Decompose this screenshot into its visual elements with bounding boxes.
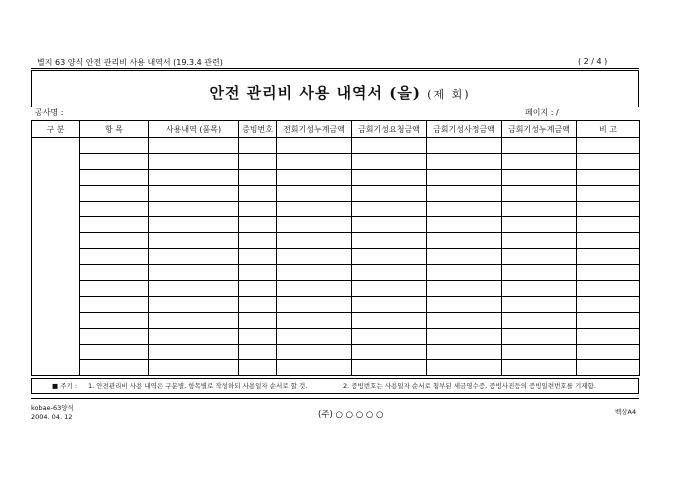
table-cell	[149, 312, 239, 328]
table-cell	[239, 296, 277, 312]
table-cell	[149, 153, 239, 169]
form-date: 2004. 04. 12	[31, 413, 73, 421]
table-cell	[277, 360, 352, 376]
table-row	[32, 233, 640, 249]
table-cell	[502, 312, 577, 328]
table-cell	[427, 185, 502, 201]
table-cell	[80, 138, 149, 154]
table-cell	[239, 217, 277, 233]
notes-box	[31, 378, 639, 394]
table-row	[32, 328, 640, 344]
table-cell	[502, 201, 577, 217]
table-cell	[577, 153, 640, 169]
table-cell	[277, 169, 352, 185]
note-item-1: 1. 안전관리비 사용 내역은 구분별, 항목별로 작성하되 사용일자 순서로 할 것.	[88, 382, 308, 390]
company-name: (주) ○ ○ ○ ○ ○	[318, 410, 384, 420]
table-cell	[577, 312, 640, 328]
top-rule	[31, 68, 639, 69]
table-cell	[80, 344, 149, 360]
table-cell	[427, 281, 502, 297]
table-cell	[277, 296, 352, 312]
table-row	[32, 360, 640, 376]
table-cell	[239, 233, 277, 249]
table-cell	[577, 249, 640, 265]
table-cell	[427, 265, 502, 281]
table-cell	[239, 138, 277, 154]
table-cell	[277, 249, 352, 265]
col-request: 금회기성요청금액	[352, 121, 427, 138]
table-cell	[149, 344, 239, 360]
table-cell	[239, 169, 277, 185]
table-cell	[352, 185, 427, 201]
table-row	[32, 169, 640, 185]
table-cell	[352, 233, 427, 249]
title-main: 안전 관리비 사용 내역서 (을)	[209, 84, 421, 102]
title-suffix: (제 회)	[427, 88, 471, 101]
table-cell	[239, 153, 277, 169]
table-cell	[80, 312, 149, 328]
table-cell	[352, 201, 427, 217]
table-cell	[427, 233, 502, 249]
col-category: 구 분	[32, 121, 80, 138]
table-cell	[577, 360, 640, 376]
table-cell	[80, 296, 149, 312]
table-cell	[277, 312, 352, 328]
table-cell	[277, 328, 352, 344]
table-cell	[427, 138, 502, 154]
table-cell	[502, 344, 577, 360]
table-cell	[80, 185, 149, 201]
table-cell	[502, 281, 577, 297]
table-row	[32, 217, 640, 233]
table-cell	[577, 281, 640, 297]
table-row	[32, 138, 640, 154]
table-cell	[80, 201, 149, 217]
table-cell	[149, 169, 239, 185]
table-cell	[427, 249, 502, 265]
table-cell	[427, 201, 502, 217]
table-cell	[577, 169, 640, 185]
table-cell	[149, 265, 239, 281]
table-cell	[352, 281, 427, 297]
table-cell	[239, 265, 277, 281]
table-cell	[277, 185, 352, 201]
table-cell	[239, 360, 277, 376]
table-cell	[277, 217, 352, 233]
table-cell	[149, 185, 239, 201]
col-total: 금회기성누계금액	[502, 121, 577, 138]
table-cell	[502, 169, 577, 185]
table-cell	[149, 328, 239, 344]
table-cell	[80, 360, 149, 376]
table-row	[32, 153, 640, 169]
table-cell	[149, 217, 239, 233]
table-cell	[352, 312, 427, 328]
table-cell	[239, 185, 277, 201]
table-cell	[577, 265, 640, 281]
table-cell	[427, 153, 502, 169]
table-cell	[502, 296, 577, 312]
table-row	[32, 296, 640, 312]
table-cell	[352, 153, 427, 169]
table-cell	[352, 328, 427, 344]
page-count: ( 2 / 4 )	[578, 57, 608, 66]
table-cell	[80, 217, 149, 233]
paper-size: 백상A4	[615, 408, 637, 416]
table-cell	[80, 233, 149, 249]
table-cell	[149, 201, 239, 217]
table-cell	[427, 296, 502, 312]
col-assessed: 금회기성사정금액	[427, 121, 502, 138]
table-cell	[502, 153, 577, 169]
usage-table	[31, 120, 640, 376]
table-cell	[352, 265, 427, 281]
category-cell	[32, 138, 80, 376]
note-label: ■ 주기 :	[52, 382, 78, 390]
table-cell	[502, 328, 577, 344]
table-cell	[352, 296, 427, 312]
form-code: kobae-63양식	[31, 404, 74, 412]
table-cell	[427, 217, 502, 233]
table-cell	[80, 169, 149, 185]
table-cell	[80, 281, 149, 297]
table-cell	[149, 360, 239, 376]
table-cell	[149, 138, 239, 154]
table-cell	[502, 233, 577, 249]
table-cell	[502, 138, 577, 154]
table-row	[32, 344, 640, 360]
table-cell	[80, 249, 149, 265]
footer-rule	[31, 398, 639, 399]
col-prev-total: 전회기성누계금액	[277, 121, 352, 138]
form-label: 별지 63 양식 안전 관리비 사용 내역서 (19.3.4 관련)	[37, 58, 223, 67]
table-row	[32, 201, 640, 217]
table-cell	[352, 138, 427, 154]
table-cell	[149, 233, 239, 249]
table-cell	[352, 249, 427, 265]
col-item: 항 목	[80, 121, 149, 138]
table-cell	[80, 265, 149, 281]
table-cell	[502, 185, 577, 201]
table-cell	[577, 233, 640, 249]
table-cell	[239, 281, 277, 297]
table-header	[32, 121, 640, 138]
table-cell	[149, 296, 239, 312]
table-cell	[577, 217, 640, 233]
table-cell	[577, 328, 640, 344]
table-cell	[149, 281, 239, 297]
table-cell	[239, 249, 277, 265]
table-cell	[277, 265, 352, 281]
table-cell	[277, 201, 352, 217]
table-cell	[239, 312, 277, 328]
page-label: 페이지 : /	[525, 108, 559, 117]
table-cell	[277, 153, 352, 169]
company-label: 공사명 :	[35, 108, 64, 117]
table-cell	[239, 344, 277, 360]
table-cell	[277, 138, 352, 154]
table-cell	[352, 169, 427, 185]
table-cell	[577, 296, 640, 312]
note-item-2: 2. 증빙번호는 사용일자 순서로 첨부된 세금영수증, 증빙사진등의 증빙일련번호를 기재함.	[343, 382, 596, 390]
table-cell	[502, 217, 577, 233]
table-cell	[239, 328, 277, 344]
table-cell	[427, 344, 502, 360]
table-cell	[427, 328, 502, 344]
table-cell	[577, 138, 640, 154]
col-usage: 사용내역 (품목)	[149, 121, 239, 138]
table-row	[32, 312, 640, 328]
table-cell	[427, 312, 502, 328]
document-title	[0, 82, 680, 103]
table-cell	[80, 328, 149, 344]
table-cell	[352, 344, 427, 360]
table-row	[32, 185, 640, 201]
table-cell	[277, 344, 352, 360]
table-cell	[502, 249, 577, 265]
table-cell	[427, 360, 502, 376]
table-cell	[277, 281, 352, 297]
table-row	[32, 281, 640, 297]
table-cell	[502, 265, 577, 281]
table-row	[32, 265, 640, 281]
table-cell	[352, 217, 427, 233]
table-cell	[577, 201, 640, 217]
table-row	[32, 249, 640, 265]
table-cell	[427, 169, 502, 185]
table-cell	[149, 249, 239, 265]
col-remarks: 비 고	[577, 121, 640, 138]
table-cell	[80, 153, 149, 169]
table-cell	[577, 185, 640, 201]
table-cell	[502, 360, 577, 376]
table-cell	[239, 201, 277, 217]
table-cell	[277, 233, 352, 249]
table-cell	[352, 360, 427, 376]
table-cell	[577, 344, 640, 360]
col-evidence-no: 증빙번호	[239, 121, 277, 138]
